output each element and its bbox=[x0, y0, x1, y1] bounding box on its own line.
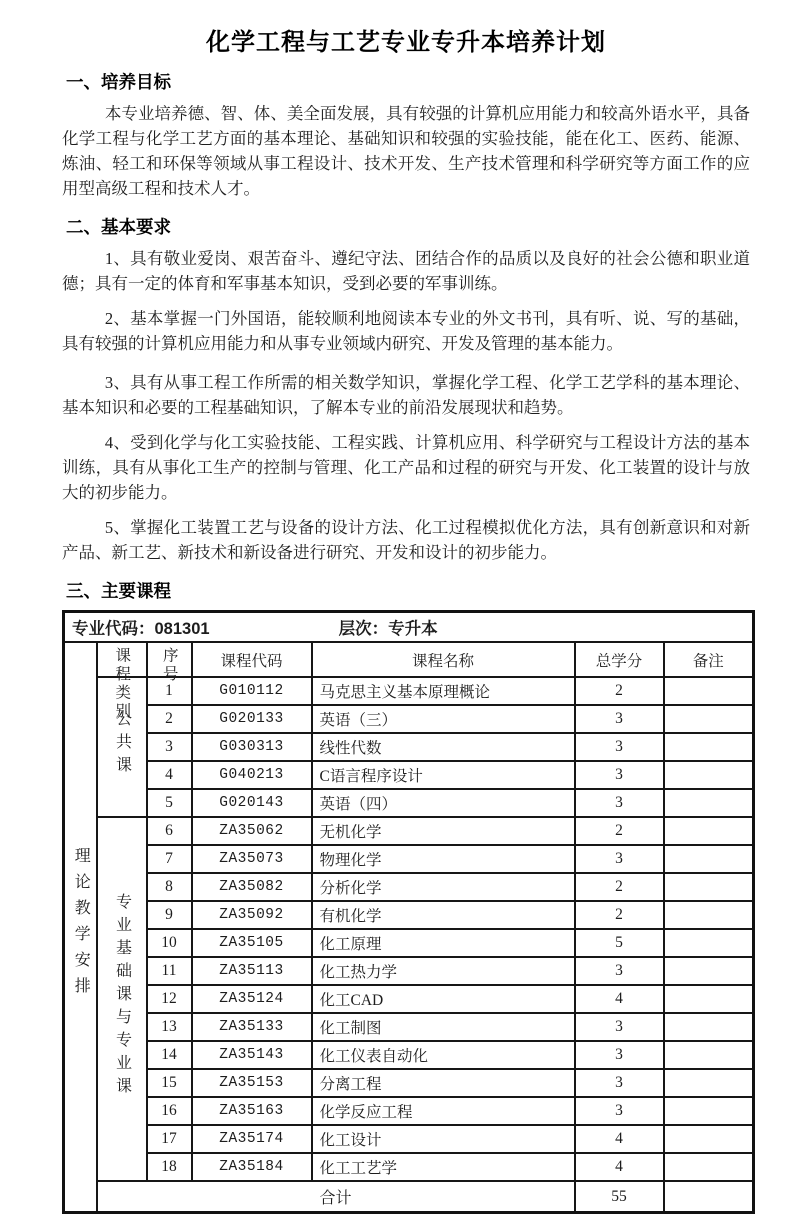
seq-cell: 2 bbox=[147, 705, 192, 733]
credits-cell: 3 bbox=[575, 957, 664, 985]
credits-cell: 2 bbox=[575, 677, 664, 705]
name-cell: 化工CAD bbox=[312, 985, 575, 1013]
col-header-credits: 总学分 bbox=[575, 642, 664, 677]
course-row bbox=[64, 1013, 754, 1041]
section-heading-training-objective: 一、培养目标 bbox=[66, 72, 171, 92]
name-cell: 无机化学 bbox=[312, 817, 575, 845]
course-row bbox=[64, 817, 754, 845]
credits-cell: 3 bbox=[575, 789, 664, 817]
code-cell: G020143 bbox=[192, 789, 312, 817]
seq-cell: 5 bbox=[147, 789, 192, 817]
remark-cell bbox=[664, 1013, 754, 1041]
name-cell: 分析化学 bbox=[312, 873, 575, 901]
credits-cell: 3 bbox=[575, 1069, 664, 1097]
col-header-remark: 备注 bbox=[664, 642, 754, 677]
seq-cell: 12 bbox=[147, 985, 192, 1013]
col-header-seq: 序号 bbox=[147, 642, 192, 677]
name-cell: 有机化学 bbox=[312, 901, 575, 929]
remark-cell bbox=[664, 761, 754, 789]
course-row bbox=[64, 733, 754, 761]
course-table bbox=[62, 610, 755, 1214]
credits-cell: 3 bbox=[575, 1013, 664, 1041]
code-cell: G020133 bbox=[192, 705, 312, 733]
remark-cell bbox=[664, 845, 754, 873]
course-row bbox=[64, 1097, 754, 1125]
seq-cell: 8 bbox=[147, 873, 192, 901]
seq-cell: 9 bbox=[147, 901, 192, 929]
category-cell bbox=[97, 817, 147, 1181]
course-row bbox=[64, 705, 754, 733]
remark-cell bbox=[664, 705, 754, 733]
course-row bbox=[64, 1153, 754, 1181]
credits-cell: 2 bbox=[575, 873, 664, 901]
code-cell: ZA35073 bbox=[192, 845, 312, 873]
name-cell: 化工原理 bbox=[312, 929, 575, 957]
row-group-label: 理论教学安排 bbox=[72, 846, 90, 1003]
course-row bbox=[64, 677, 754, 705]
name-cell: 化工热力学 bbox=[312, 957, 575, 985]
name-cell: 分离工程 bbox=[312, 1069, 575, 1097]
code-cell: ZA35113 bbox=[192, 957, 312, 985]
name-cell: 化工制图 bbox=[312, 1013, 575, 1041]
remark-cell bbox=[664, 957, 754, 985]
name-cell: 线性代数 bbox=[312, 733, 575, 761]
remark-cell bbox=[664, 817, 754, 845]
name-cell: 英语（三） bbox=[312, 705, 575, 733]
col-header-code: 课程代码 bbox=[192, 642, 312, 677]
seq-cell: 15 bbox=[147, 1069, 192, 1097]
code-cell: ZA35174 bbox=[192, 1125, 312, 1153]
remark-cell bbox=[664, 929, 754, 957]
name-cell: 马克思主义基本原理概论 bbox=[312, 677, 575, 705]
course-row bbox=[64, 929, 754, 957]
col-header-name: 课程名称 bbox=[312, 642, 575, 677]
table-meta-cell bbox=[64, 612, 754, 643]
remark-cell bbox=[664, 733, 754, 761]
level-label: 层次： bbox=[338, 620, 389, 638]
remark-cell bbox=[664, 677, 754, 705]
code-cell: ZA35105 bbox=[192, 929, 312, 957]
col-header-category: 课程类别 bbox=[97, 642, 147, 677]
name-cell: 化学反应工程 bbox=[312, 1097, 575, 1125]
section-heading-basic-requirements: 二、基本要求 bbox=[66, 217, 171, 237]
remark-cell bbox=[664, 1125, 754, 1153]
section-heading-main-courses: 三、主要课程 bbox=[66, 581, 171, 601]
credits-cell: 3 bbox=[575, 705, 664, 733]
code-cell: ZA35184 bbox=[192, 1153, 312, 1181]
name-cell: 化工工艺学 bbox=[312, 1153, 575, 1181]
seq-cell: 7 bbox=[147, 845, 192, 873]
remark-cell bbox=[664, 985, 754, 1013]
code-cell: G010112 bbox=[192, 677, 312, 705]
credits-cell: 2 bbox=[575, 901, 664, 929]
seq-cell: 6 bbox=[147, 817, 192, 845]
remark-cell bbox=[664, 789, 754, 817]
paragraph-requirement-4: 4、受到化学与化工实验技能、工程实践、计算机应用、科学研究与工程设计方法的基本训练，具有从事化工生产的控制与管理、化工产品和过程的研究与开发、化工装置的设计与放大的初步能力。 bbox=[62, 433, 750, 502]
course-row bbox=[64, 1125, 754, 1153]
course-row bbox=[64, 1041, 754, 1069]
seq-cell: 14 bbox=[147, 1041, 192, 1069]
course-row bbox=[64, 1069, 754, 1097]
table-meta-row bbox=[64, 612, 754, 643]
seq-cell: 4 bbox=[147, 761, 192, 789]
seq-cell: 13 bbox=[147, 1013, 192, 1041]
course-row bbox=[64, 985, 754, 1013]
code-cell: ZA35082 bbox=[192, 873, 312, 901]
course-table-body bbox=[64, 612, 754, 1213]
name-cell: 英语（四） bbox=[312, 789, 575, 817]
course-row bbox=[64, 845, 754, 873]
remark-cell bbox=[664, 1041, 754, 1069]
code-cell: G030313 bbox=[192, 733, 312, 761]
paragraph-requirement-5: 5、掌握化工装置工艺与设备的设计方法、化工过程模拟优化方法，具有创新意识和对新产品、新工艺、新技术和新设备进行研究、开发和设计的初步能力。 bbox=[62, 518, 750, 562]
credits-cell: 4 bbox=[575, 985, 664, 1013]
seq-cell: 18 bbox=[147, 1153, 192, 1181]
course-row bbox=[64, 873, 754, 901]
course-row bbox=[64, 901, 754, 929]
code-cell: ZA35153 bbox=[192, 1069, 312, 1097]
name-cell: 化工设计 bbox=[312, 1125, 575, 1153]
row-group-theory-teaching bbox=[64, 642, 97, 1213]
major-code-value: 081301 bbox=[154, 620, 210, 638]
credits-cell: 3 bbox=[575, 1041, 664, 1069]
remark-cell bbox=[664, 1097, 754, 1125]
code-cell: ZA35133 bbox=[192, 1013, 312, 1041]
code-cell: ZA35163 bbox=[192, 1097, 312, 1125]
paragraph-requirement-1: 1、具有敬业爱岗、艰苦奋斗、遵纪守法、团结合作的品质以及良好的社会公德和职业道德；具有一定的体育和军事基本知识，受到必要的军事训练。 bbox=[62, 249, 750, 293]
level-value: 专升本 bbox=[388, 620, 438, 638]
credits-cell: 3 bbox=[575, 845, 664, 873]
course-row bbox=[64, 761, 754, 789]
table-total-row bbox=[64, 1181, 754, 1213]
course-row bbox=[64, 957, 754, 985]
code-cell: ZA35092 bbox=[192, 901, 312, 929]
remark-cell bbox=[664, 873, 754, 901]
code-cell: ZA35124 bbox=[192, 985, 312, 1013]
remark-cell bbox=[664, 901, 754, 929]
credits-cell: 5 bbox=[575, 929, 664, 957]
total-label: 合计 bbox=[97, 1181, 575, 1213]
name-cell: 化工仪表自动化 bbox=[312, 1041, 575, 1069]
name-cell: C语言程序设计 bbox=[312, 761, 575, 789]
seq-cell: 17 bbox=[147, 1125, 192, 1153]
credits-cell: 4 bbox=[575, 1125, 664, 1153]
table-header-row bbox=[64, 642, 754, 677]
paragraph-training-objective: 本专业培养德、智、体、美全面发展，具有较强的计算机应用能力和较高外语水平，具备化学工程与化学工艺方面的基本理论、基础知识和较强的实验技能，能在化工、医药、能源、炼油、轻工和环保等领域从事工程设计、技术开发、生产技术管理和科学研究等方面工作的应用型高级工程和技术人才。 bbox=[62, 104, 750, 198]
remark-cell bbox=[664, 1153, 754, 1181]
course-row bbox=[64, 789, 754, 817]
code-cell: ZA35062 bbox=[192, 817, 312, 845]
paragraph-requirement-3: 3、具有从事工程工作所需的相关数学知识，掌握化学工程、化学工艺学科的基本理论、基本知识和必要的工程基础知识，了解本专业的前沿发展现状和趋势。 bbox=[62, 373, 750, 417]
major-code bbox=[72, 615, 334, 639]
code-cell: ZA35143 bbox=[192, 1041, 312, 1069]
seq-cell: 10 bbox=[147, 929, 192, 957]
credits-cell: 3 bbox=[575, 733, 664, 761]
total-credits: 55 bbox=[575, 1181, 664, 1213]
credits-cell: 3 bbox=[575, 761, 664, 789]
credits-cell: 4 bbox=[575, 1153, 664, 1181]
paragraph-requirement-2: 2、基本掌握一门外国语，能较顺利地阅读本专业的外文书刊，具有听、说、写的基础，具有较强的计算机应用能力和从事专业领域内研究、开发及管理的基本能力。 bbox=[62, 309, 750, 353]
name-cell: 物理化学 bbox=[312, 845, 575, 873]
category-label: 公共课 bbox=[113, 710, 131, 779]
page-title: 化学工程与工艺专业专升本培养计划 bbox=[206, 29, 606, 56]
remark-cell bbox=[664, 1069, 754, 1097]
code-cell: G040213 bbox=[192, 761, 312, 789]
category-label: 专业基础课与专业课 bbox=[113, 893, 131, 1100]
total-remark bbox=[664, 1181, 754, 1213]
credits-cell: 2 bbox=[575, 817, 664, 845]
seq-cell: 3 bbox=[147, 733, 192, 761]
credits-cell: 3 bbox=[575, 1097, 664, 1125]
major-code-label: 专业代码： bbox=[72, 620, 155, 638]
seq-cell: 11 bbox=[147, 957, 192, 985]
seq-cell: 1 bbox=[147, 677, 192, 705]
program-level bbox=[339, 620, 438, 638]
seq-cell: 16 bbox=[147, 1097, 192, 1125]
